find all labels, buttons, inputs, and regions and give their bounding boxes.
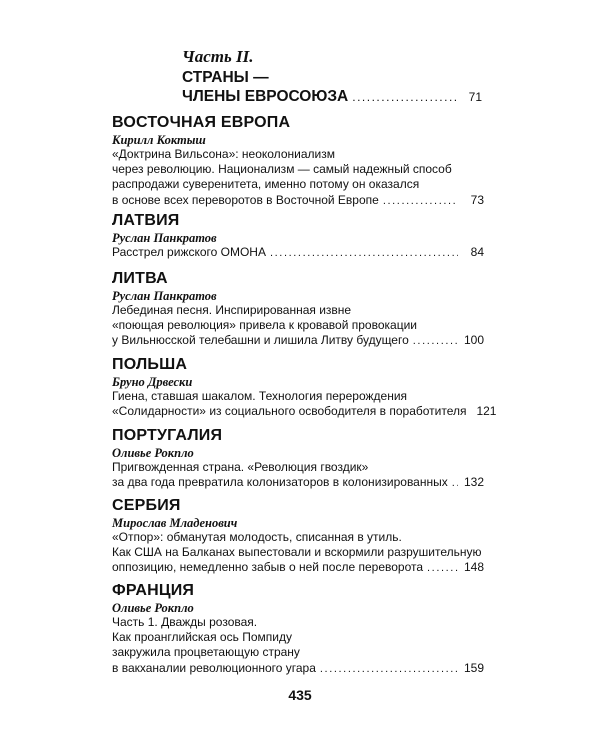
toc-section-portugal xyxy=(112,427,484,491)
section-page-number: 73 xyxy=(470,192,484,207)
section-last-line xyxy=(112,560,484,576)
section-line: распродажи суверенитета, именно потому он оказался xyxy=(112,177,420,192)
section-last-line xyxy=(112,404,497,420)
page-number-footer: 435 xyxy=(288,687,312,703)
dot-leader xyxy=(452,476,458,491)
section-last-line-text: Расстрел рижского ОМОНА xyxy=(112,245,266,259)
section-line: «Отпор»: обманутая молодость, списанная в утиль. xyxy=(112,530,402,544)
section-line: Часть 1. Дважды розовая. xyxy=(112,615,258,629)
section-page-number: 159 xyxy=(463,660,484,675)
section-line: «поющая революция» привела к кровавой провокации xyxy=(112,318,417,333)
dot-leader xyxy=(270,246,458,261)
section-last-line-text: «Солидарности» из социального освободителя в поработителя xyxy=(112,404,467,419)
section-last-line xyxy=(112,661,484,677)
section-author: Руслан Панкратов xyxy=(112,289,217,303)
dot-leader xyxy=(320,662,458,677)
section-line: «Доктрина Вильсона»: неоколониализм xyxy=(112,147,335,161)
toc-section-france xyxy=(112,582,484,677)
part-heading xyxy=(182,48,482,107)
section-last-line xyxy=(112,245,484,261)
toc-section-eastern-europe xyxy=(112,114,484,209)
section-line: через революцию. Национализм — самый надежный способ xyxy=(112,162,452,177)
section-page-number: 84 xyxy=(470,245,484,259)
toc-section-latvia xyxy=(112,212,484,261)
section-title: ПОЛЬША xyxy=(112,356,188,373)
section-author: Оливье Рокпло xyxy=(112,446,194,460)
toc-section-lithuania xyxy=(112,270,484,350)
section-page-number: 132 xyxy=(463,475,484,490)
section-line: закружила процветающую страну xyxy=(112,645,300,660)
section-last-line-text: в вакханалии революционного угара xyxy=(112,660,316,675)
part-line-2-text: ЧЛЕНЫ ЕВРОСОЮЗА xyxy=(182,88,349,105)
section-last-line xyxy=(112,193,484,209)
dot-leader xyxy=(413,334,458,349)
section-last-line-text: за два года превратила колонизаторов в колонизированных xyxy=(112,475,448,490)
dot-leader xyxy=(383,194,458,209)
section-line: Как США на Балканах выпестовали и вскормили разрушительную xyxy=(112,545,482,560)
section-title: ПОРТУГАЛИЯ xyxy=(112,427,223,444)
section-title: СЕРБИЯ xyxy=(112,497,181,514)
toc-section-poland xyxy=(112,356,497,420)
section-line: Гиена, ставшая шакалом. Технология перерождения xyxy=(112,389,408,403)
section-last-line xyxy=(112,475,484,491)
section-author: Мирослав Младенович xyxy=(112,516,238,530)
section-last-line-text: в основе всех переворотов в Восточной Европе xyxy=(112,192,379,207)
section-author: Руслан Панкратов xyxy=(112,231,217,245)
section-page-number: 121 xyxy=(476,404,497,419)
dot-leader xyxy=(427,561,458,576)
section-last-line-text: оппозицию, немедленно забыв о ней после переворота xyxy=(112,560,424,575)
dot-leader xyxy=(352,88,456,107)
section-line: Пригвожденная страна. «Революция гвоздик» xyxy=(112,460,369,474)
section-page-number: 148 xyxy=(463,560,484,575)
section-last-line-text: у Вильнюсской телебашни и лишила Литву будущего xyxy=(112,333,409,348)
section-last-line xyxy=(112,333,484,349)
section-line: Как проанглийская ось Помпиду xyxy=(112,630,292,645)
section-author: Бруно Дрвески xyxy=(112,375,193,389)
section-title: ВОСТОЧНАЯ ЕВРОПА xyxy=(112,114,291,131)
section-line: Лебединая песня. Инспирированная извне xyxy=(112,303,352,317)
toc-section-serbia xyxy=(112,497,484,577)
part-title: Часть II. xyxy=(182,47,254,66)
section-author: Оливье Рокпло xyxy=(112,601,194,615)
section-title: ФРАНЦИЯ xyxy=(112,582,195,599)
part-line-2 xyxy=(182,87,482,107)
section-author: Кирилл Коктыш xyxy=(112,133,206,147)
part-line-1: СТРАНЫ — xyxy=(182,69,269,86)
part-page-number: 71 xyxy=(468,90,482,104)
section-title: ЛИТВА xyxy=(112,270,168,287)
section-title: ЛАТВИЯ xyxy=(112,212,180,229)
section-page-number: 100 xyxy=(463,333,484,348)
